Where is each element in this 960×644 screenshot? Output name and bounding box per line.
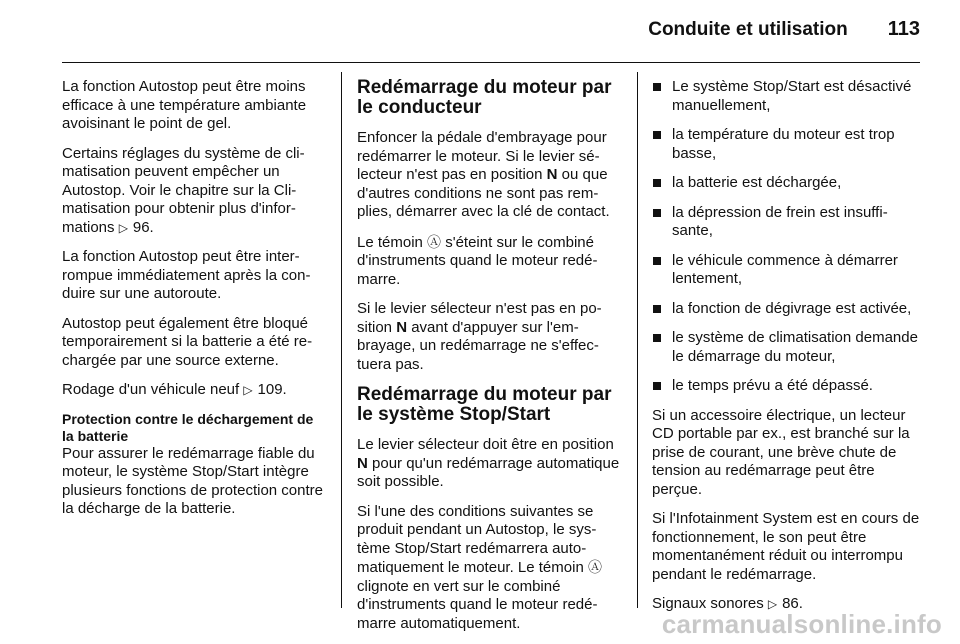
paragraph: Autostop peut également être bloqué temporairement si la batterie a été rechargée par une source externe. [62, 314, 313, 369]
column-3 [652, 78, 922, 625]
gear-position: N [546, 166, 558, 183]
paragraph-text: Enfoncer la pédale d'embrayage pour redémarrer le moteur. Si le levier sélecteur n'est pas en position [357, 129, 607, 183]
bullet-icon [653, 334, 661, 342]
column-divider [637, 72, 638, 608]
paragraph [62, 381, 324, 400]
header-rule [62, 62, 920, 63]
paragraph-text: Certains réglages du système de climatisation peuvent empêcher un Autostop. Voir le chapitre sur la Climatisation pour obtenir plus d'informations [62, 144, 305, 236]
list-item [652, 174, 922, 193]
paragraph-text: Si le levier sélecteur n'est pas en position [357, 300, 602, 336]
list-item [652, 329, 922, 366]
list-item [652, 78, 922, 115]
autostop-indicator-icon: Ⓐ [587, 559, 602, 575]
paragraph-text: ou que d'autres conditions ne sont pas remplies, démarrer avec la clé de contact. [357, 166, 610, 220]
list-item-text: le temps prévu a été dépassé. [672, 377, 873, 394]
gear-position: N [357, 454, 368, 472]
conditions-list [652, 78, 922, 396]
paragraph [357, 436, 622, 492]
list-item-text: la batterie est déchargée, [672, 174, 842, 191]
list-item-text: le véhicule commence à démarrer lentement, [672, 251, 898, 287]
reference-arrow-icon: ▷ [243, 383, 253, 397]
list-item [652, 300, 922, 319]
bullet-icon [653, 131, 661, 139]
watermark: carmanualsonline.info [661, 609, 942, 639]
paragraph: Si l'Infotainment System est en cours de fonctionnement, le son peut être momentanément réduit ou interrompu pendant le redémarrage. [652, 510, 920, 583]
paragraph [357, 300, 622, 374]
bullet-icon [653, 257, 661, 265]
list-item [652, 377, 922, 396]
paragraph: Si un accessoire électrique, un lecteur CD portable par ex., est branché sur la prise de courant, une brève chute de tension au redémarrage peut être perçue. [652, 406, 910, 498]
paragraph: Pour assurer le redémarrage fiable du moteur, le système Stop/Start intègre plusieurs fonctions de protection contre la décharge de la batterie. [62, 444, 323, 517]
reference-arrow-icon: ▷ [767, 597, 778, 611]
paragraph-text: Rodage d'un véhicule neuf [62, 381, 240, 398]
reference-arrow-icon: ▷ [118, 220, 128, 235]
list-item-text: Le système Stop/Start est désactivé manuellement, [672, 78, 912, 114]
paragraph: La fonction Autostop peut être interrompue immédiatement après la conduire sur une autoroute. [62, 248, 311, 302]
list-item [652, 204, 922, 241]
list-item-text: la fonction de dégivrage est activée, [672, 299, 912, 317]
page-reference[interactable]: 86. [782, 595, 803, 612]
column-2 [357, 78, 622, 644]
paragraph [357, 129, 622, 222]
list-item [652, 126, 922, 163]
list-item-text: le système de climatisation demande le démarrage du moteur, [672, 329, 918, 365]
page-reference[interactable]: 96. [132, 218, 154, 236]
bullet-icon [653, 305, 661, 313]
paragraph [357, 503, 622, 634]
paragraph [357, 233, 622, 290]
paragraph: La fonction Autostop peut être moins efficace à une température ambiante avoisinant le point de gel. [62, 78, 307, 132]
list-item [652, 252, 922, 289]
column-divider [341, 72, 342, 608]
page-header [648, 18, 920, 48]
bullet-icon [653, 382, 661, 390]
section-title: Conduite et utilisation [648, 19, 848, 40]
column-1 [62, 78, 324, 530]
paragraph-text: avant d'appuyer sur l'embrayage, un redémarrage ne s'effectuera pas. [357, 318, 599, 373]
paragraph-text: clignote en vert sur le combiné d'instruments quand le moteur redémarre automatiquement. [357, 577, 598, 632]
autostop-indicator-icon: Ⓐ [427, 233, 442, 250]
paragraph-text: Le témoin [357, 233, 423, 251]
paragraph-text: s'éteint sur le combiné d'instruments quand le moteur redémarre. [357, 233, 598, 288]
page-reference[interactable]: 109. [257, 381, 287, 398]
list-item-text: la dépression de frein est insuffisante, [672, 203, 888, 239]
bullet-icon [653, 83, 661, 91]
paragraph [62, 145, 324, 238]
section-heading: Redémarrage du moteur par le système Stop/Start [357, 384, 612, 425]
subheading: Protection contre le déchargement de la batterie [62, 410, 314, 444]
paragraph-text: Le levier sélecteur doit être en position [357, 436, 614, 453]
paragraph-text: pour qu'un redémarrage automatique soit possible. [357, 454, 620, 490]
paragraph-text: Si l'une des conditions suivantes se produit pendant un Autostop, le système Stop/Start redémarrera automatiquement le moteur. Le témoin [357, 502, 597, 576]
bullet-icon [653, 209, 661, 217]
paragraph-text: Signaux sonores [652, 595, 764, 612]
page-number: 113 [887, 18, 920, 40]
section-heading: Redémarrage du moteur par le conducteur [357, 77, 612, 118]
bullet-icon [653, 179, 661, 187]
gear-position: N [396, 318, 408, 336]
list-item-text: la température du moteur est trop basse, [672, 126, 895, 162]
